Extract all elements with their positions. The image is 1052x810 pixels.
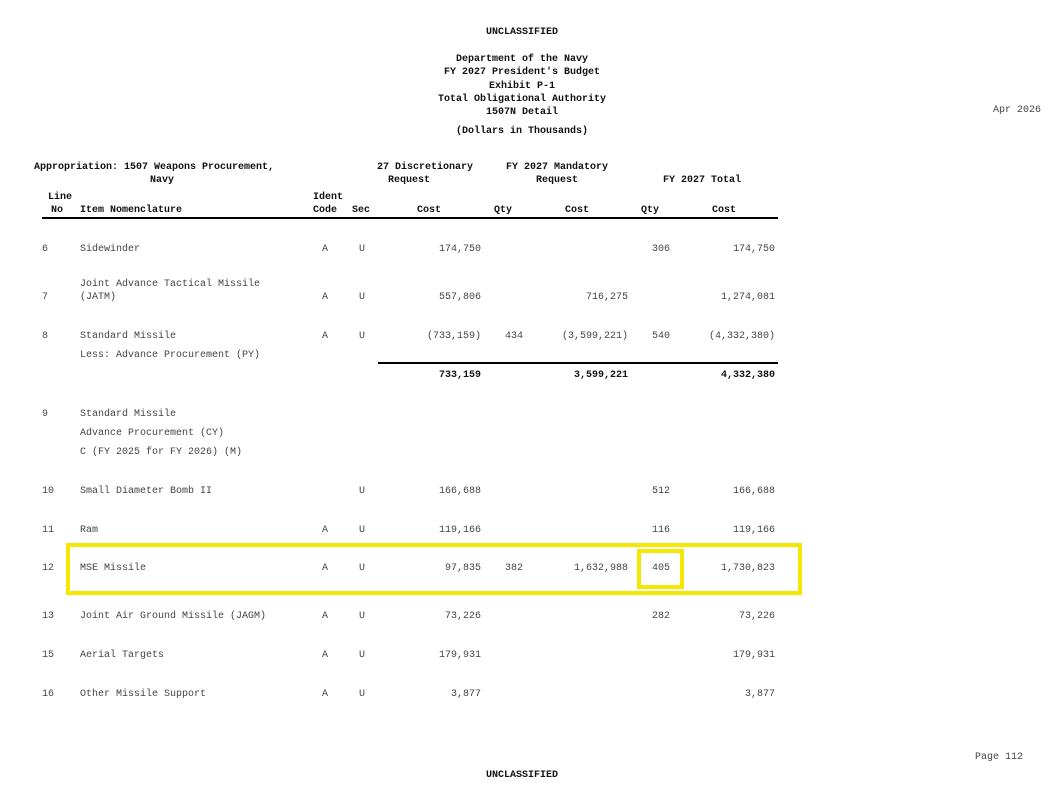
code-header: Code [313,205,338,216]
ident-code: A [322,331,329,342]
disc-cost: 73,226 [444,611,481,622]
subtotal-disc-cost: 733,159 [438,370,481,381]
mand-cost: 1,632,988 [573,563,628,574]
ident-code: A [322,650,329,661]
disc-cost: 179,931 [438,650,481,661]
subtotal-total-cost: 4,332,380 [720,370,775,381]
ident-code: A [322,689,329,700]
ident-code: A [322,611,329,622]
classification-bottom: UNCLASSIFIED [485,770,558,781]
disc-group-header-2: Request [388,175,431,186]
line-number: 11 [42,525,55,536]
item-name: MSE Missile [80,563,147,574]
sec-code: U [359,292,366,303]
item-header: Item Nomenclature [80,205,183,216]
item-name: Standard Missile [80,331,177,342]
total-cost: (4,332,380) [708,331,775,342]
header-units: (Dollars in Thousands) [455,126,589,137]
subtotal-rule [378,362,778,364]
mand-group-header: FY 2027 Mandatory [505,162,609,173]
mand-qty: 434 [504,331,523,342]
total-qty: 405 [651,563,670,574]
header-department: Department of the Navy [455,54,589,65]
appropriation-label: Appropriation: 1507 Weapons Procurement, [34,162,275,173]
total-qty-header: Qty [641,205,660,216]
sec-header: Sec [352,205,371,216]
disc-cost: 3,877 [450,689,481,700]
total-qty: 282 [651,611,670,622]
mand-cost: 716,275 [585,292,628,303]
total-cost: 73,226 [738,611,775,622]
sec-code: U [359,486,366,497]
line-number: 7 [42,292,49,303]
line-number: 8 [42,331,49,342]
report-date: Apr 2026 [993,105,1042,116]
total-qty: 512 [651,486,670,497]
item-name-cont: C (FY 2025 for FY 2026) (M) [80,447,243,458]
header-rule [42,217,778,219]
disc-cost: 557,806 [438,292,481,303]
item-name: Aerial Targets [80,650,165,661]
disc-cost: (733,159) [426,331,481,342]
line-label: Line [48,192,73,203]
ident-code: A [322,292,329,303]
ident-header: Ident [313,192,344,203]
subtotal-mand-cost: 3,599,221 [573,370,628,381]
sec-code: U [359,563,366,574]
ident-code: A [322,563,329,574]
item-name: Other Missile Support [80,689,207,700]
item-name: Ram [80,525,99,536]
line-number: 10 [42,486,55,497]
header-toa: Total Obligational Authority [437,94,607,105]
total-cost: 3,877 [744,689,775,700]
sec-code: U [359,689,366,700]
item-name: Joint Air Ground Missile (JAGM) [80,611,267,622]
line-number: 15 [42,650,55,661]
classification-top: UNCLASSIFIED [485,27,558,38]
total-qty: 116 [651,525,670,536]
sec-code: U [359,650,366,661]
total-cost: 119,166 [732,525,775,536]
line-number: 13 [42,611,55,622]
line-number: 12 [42,563,55,574]
ident-code: A [322,525,329,536]
disc-cost: 166,688 [438,486,481,497]
ident-code: A [322,244,329,255]
line-no-label: No [51,205,64,216]
item-name: Joint Advance Tactical Missile [80,279,261,290]
total-cost: 174,750 [732,244,775,255]
mand-cost: (3,599,221) [561,331,628,342]
mand-group-header-2: Request [535,175,578,186]
mand-qty: 382 [504,563,523,574]
total-cost: 1,274,081 [720,292,775,303]
header-budget: FY 2027 President's Budget [443,67,601,78]
total-cost: 166,688 [732,486,775,497]
sec-code: U [359,331,366,342]
total-group-header: FY 2027 Total [663,175,742,186]
header-detail: 1507N Detail [485,107,558,118]
item-name: Standard Missile [80,409,177,420]
line-number: 9 [42,409,49,420]
sec-code: U [359,525,366,536]
mand-qty-header: Qty [494,205,513,216]
mand-cost-header: Cost [565,205,590,216]
item-name: Sidewinder [80,244,141,255]
line-number: 16 [42,689,55,700]
item-name: Small Diameter Bomb II [80,486,213,497]
sec-code: U [359,611,366,622]
disc-cost: 119,166 [438,525,481,536]
item-sub-label: Less: Advance Procurement (PY) [80,350,261,361]
item-name-cont: (JATM) [80,292,117,303]
disc-cost-header: Cost [417,205,442,216]
total-cost: 1,730,823 [720,563,775,574]
total-cost-header: Cost [712,205,737,216]
header-exhibit: Exhibit P-1 [488,81,555,92]
total-qty: 306 [651,244,670,255]
total-qty: 540 [651,331,670,342]
disc-group-header: 27 Discretionary [377,162,474,173]
appropriation-label-2: Navy [149,175,174,186]
disc-cost: 97,835 [444,563,481,574]
page-number: Page 112 [975,752,1024,763]
total-cost: 179,931 [732,650,775,661]
disc-cost: 174,750 [438,244,481,255]
item-name-cont: Advance Procurement (CY) [80,428,225,439]
line-number: 6 [42,244,49,255]
sec-code: U [359,244,366,255]
